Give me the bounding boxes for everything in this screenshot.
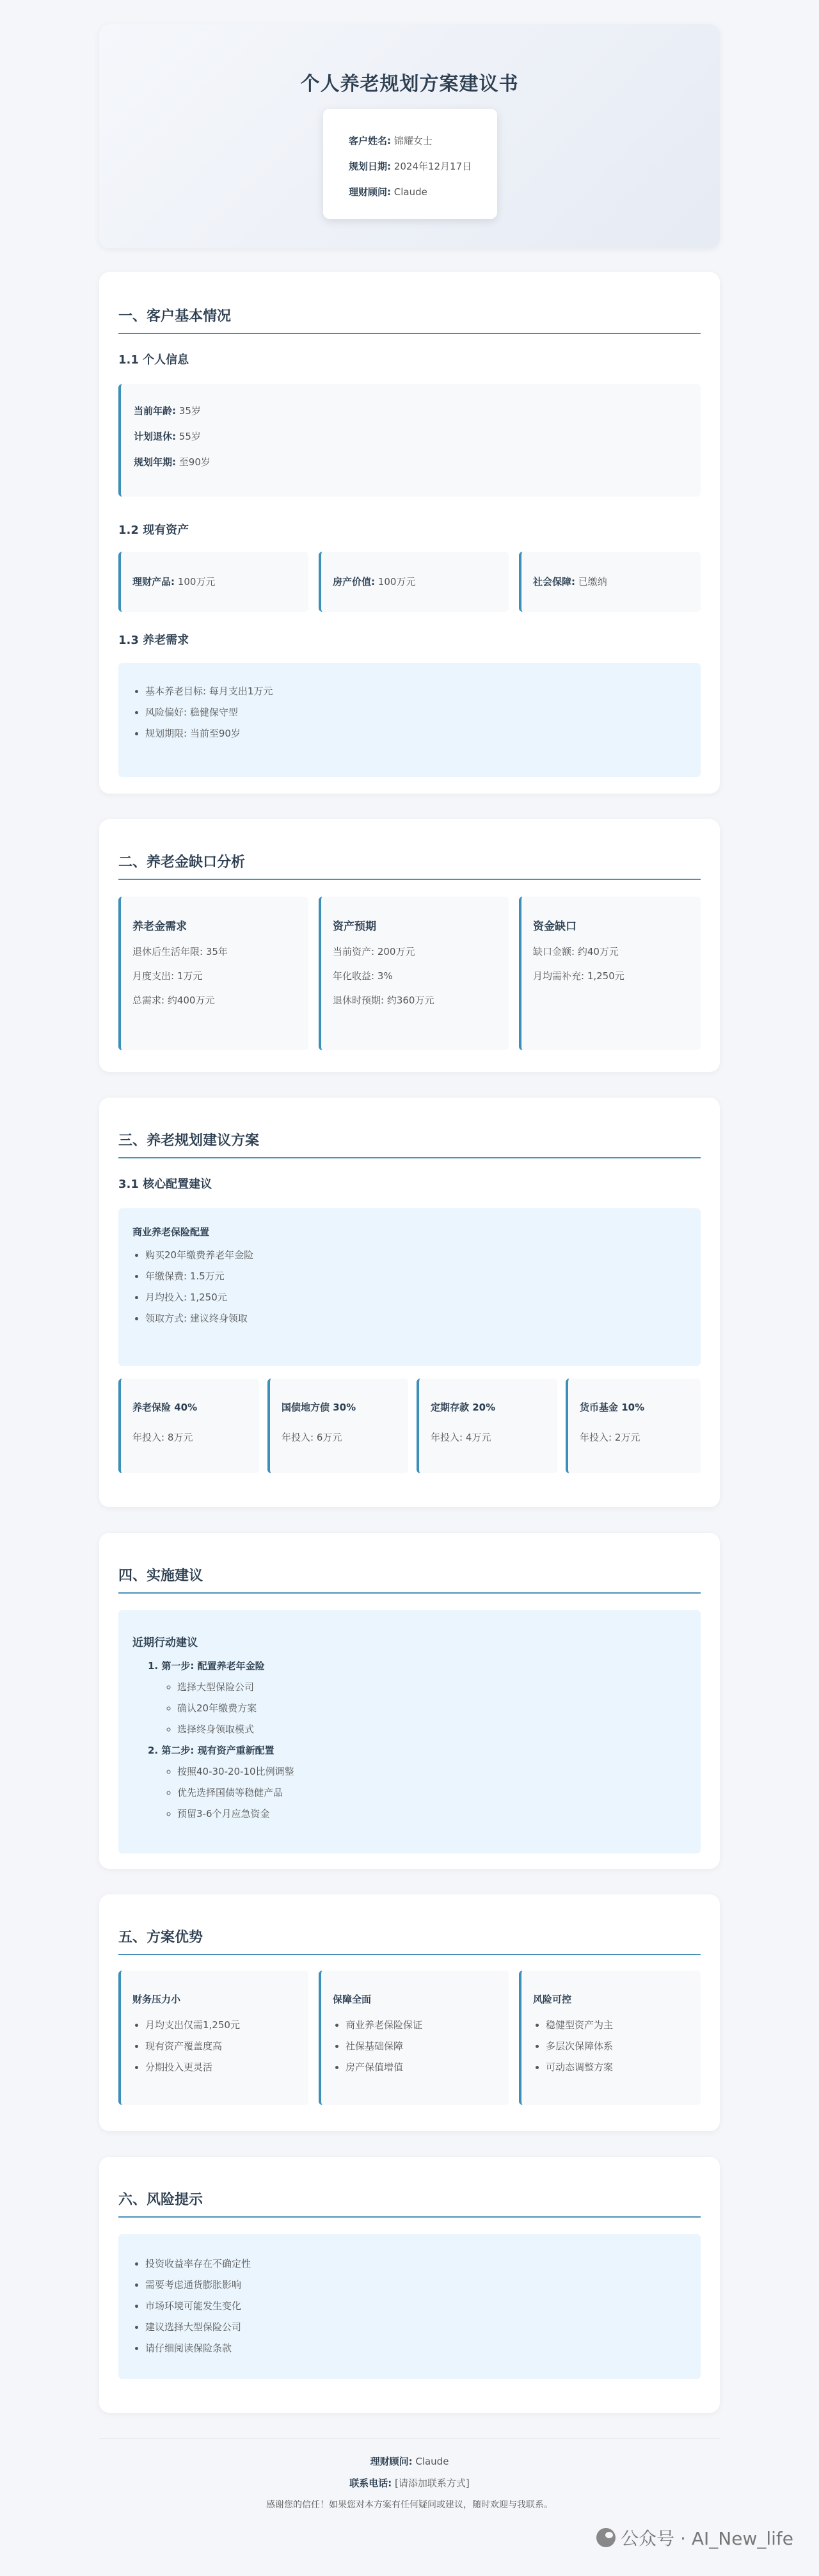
section-title: 五、方案优势 xyxy=(118,1926,701,1955)
advantage-cards xyxy=(118,1971,701,2105)
footer-planner: 理财顾问: Claude xyxy=(370,2456,449,2467)
list-item: • 月均支出仅需1,250元 xyxy=(145,2015,297,2036)
section-title: 一、客户基本情况 xyxy=(118,305,701,334)
list-item: • 分期投入更灵活 xyxy=(145,2057,297,2078)
list-item: • 社保基础保障 xyxy=(346,2036,497,2057)
footer-phone: 联系电话: [请添加联系方式] xyxy=(349,2477,470,2489)
list-item: ◦ 确认20年缴费方案 xyxy=(177,1698,687,1719)
list-item: • 现有资产覆盖度高 xyxy=(145,2036,297,2057)
list-item: • 风险偏好: 稳健保守型 xyxy=(145,702,687,723)
subsection-title: 3.1 核心配置建议 xyxy=(118,1178,212,1191)
asset-card: 社会保障: 已缴纳 xyxy=(519,552,701,612)
action-box: 近期行动建议 1. 第一步: 配置养老年金险 ◦ 选择大型保险公司 ◦ 确认20年缴费方案 ◦ 选择终身领取模式 2. 第二步: 现有资产重新配置 ◦ 按照40-30-20-10比例调整 ◦ 优先选择国债等稳健产品 ◦ 预留3-6个月应急资金 xyxy=(118,1610,701,1853)
section-title: 二、养老金缺口分析 xyxy=(118,851,701,880)
subsection-title: 1.1 个人信息 xyxy=(118,353,189,367)
list-item: • 基本养老目标: 每月支出1万元 xyxy=(145,681,687,702)
list-item: ◦ 预留3-6个月应急资金 xyxy=(177,1804,687,1825)
report-footer xyxy=(99,2438,720,2576)
list-item: ◦ 优先选择国债等稳健产品 xyxy=(177,1782,687,1804)
asset-card: 房产价值: 100万元 xyxy=(319,552,509,612)
subsection-title: 1.3 养老需求 xyxy=(118,634,189,647)
section-title: 六、风险提示 xyxy=(118,2189,701,2218)
list-item: • 购买20年缴费养老年金险 xyxy=(145,1245,687,1266)
gap-card: 养老金需求 退休后生活年限: 35年 月度支出: 1万元 总需求: 约400万元 xyxy=(118,897,308,1050)
subsection-title: 1.2 现有资产 xyxy=(118,524,189,537)
gap-card: 资金缺口 缺口金额: 约40万元 月均需补充: 1,250元 xyxy=(519,897,701,1050)
list-item: ◦ 选择大型保险公司 xyxy=(177,1677,687,1698)
list-item: • 年缴保费: 1.5万元 xyxy=(145,1266,687,1287)
planner-row: 理财顾问: Claude xyxy=(349,186,427,198)
advantage-card: 保障全面 • 商业养老保险保证 • 社保基础保障 • 房产保值增值 xyxy=(319,1971,509,2105)
list-item: • 领取方式: 建议终身领取 xyxy=(145,1308,687,1329)
list-item: • 可动态调整方案 xyxy=(546,2057,689,2078)
list-item: • 多层次保障体系 xyxy=(546,2036,689,2057)
allocation-grid xyxy=(118,1379,701,1473)
list-item: • 市场环境可能发生变化 xyxy=(145,2296,687,2317)
plan-date-row: 规划日期: 2024年12月17日 xyxy=(349,161,472,172)
advantage-card: 财务压力小 • 月均支出仅需1,250元 • 现有资产覆盖度高 • 分期投入更灵活 xyxy=(118,1971,308,2105)
section-risk xyxy=(99,2157,720,2413)
footer-thanks: 感谢您的信任！如果您对本方案有任何疑问或建议，随时欢迎与我联系。 xyxy=(266,2500,553,2510)
section-client-basics xyxy=(99,272,720,794)
list-item: • 稳健型资产为主 xyxy=(546,2015,689,2036)
allocation-card: 定期存款 20% 年投入: 4万元 xyxy=(417,1379,557,1473)
watermark: 公众号 · AI_New_life xyxy=(596,2525,793,2550)
kv-row: 当前年龄: 35岁 xyxy=(134,405,201,417)
kv-row: 规划年期: 至90岁 xyxy=(134,456,211,468)
assets-grid xyxy=(118,552,701,612)
page-title: 个人养老规划方案建议书 xyxy=(300,73,519,95)
list-item: • 需要考虑通货膨胀影响 xyxy=(145,2275,687,2296)
list-item: • 投资收益率存在不确定性 xyxy=(145,2253,687,2275)
list-item: • 房产保值增值 xyxy=(346,2057,497,2078)
report-header xyxy=(99,24,720,248)
wechat-icon xyxy=(596,2528,616,2547)
list-item: • 规划期限: 当前至90岁 xyxy=(145,723,687,744)
section-implementation xyxy=(99,1533,720,1869)
section-plan xyxy=(99,1098,720,1507)
allocation-card: 国债地方债 30% 年投入: 6万元 xyxy=(267,1379,408,1473)
gap-card: 资产预期 当前资产: 200万元 年化收益: 3% 退休时预期: 约360万元 xyxy=(319,897,509,1050)
section-advantages xyxy=(99,1894,720,2131)
list-item: ◦ 按照40-30-20-10比例调整 xyxy=(177,1761,687,1782)
client-info-card xyxy=(323,109,497,219)
section-gap-analysis xyxy=(99,819,720,1072)
kv-row: 计划退休: 55岁 xyxy=(134,431,201,442)
list-item: • 商业养老保险保证 xyxy=(346,2015,497,2036)
list-item: • 请仔细阅读保险条款 xyxy=(145,2338,687,2359)
client-name-row: 客户姓名: 锦耀女士 xyxy=(349,135,433,147)
list-item: • 建议选择大型保险公司 xyxy=(145,2317,687,2338)
allocation-card: 货币基金 10% 年投入: 2万元 xyxy=(566,1379,701,1473)
step-title: 2. 第二步: 现有资产重新配置 xyxy=(148,1745,274,1756)
gap-cards xyxy=(118,897,701,1050)
needs-box xyxy=(118,663,701,777)
list-item: ◦ 选择终身领取模式 xyxy=(177,1719,687,1740)
allocation-card: 养老保险 40% 年投入: 8万元 xyxy=(118,1379,259,1473)
section-title: 三、养老规划建议方案 xyxy=(118,1130,701,1158)
advantage-card: 风险可控 • 稳健型资产为主 • 多层次保障体系 • 可动态调整方案 xyxy=(519,1971,701,2105)
insurance-box: 商业养老保险配置 • 购买20年缴费养老年金险 • 年缴保费: 1.5万元 • 月均投入: 1,250元 • 领取方式: 建议终身领取 xyxy=(118,1208,701,1366)
personal-info-box xyxy=(118,384,701,497)
asset-card: 理财产品: 100万元 xyxy=(118,552,308,612)
step-title: 1. 第一步: 配置养老年金险 xyxy=(148,1660,265,1672)
risk-box xyxy=(118,2234,701,2379)
list-item: • 月均投入: 1,250元 xyxy=(145,1287,687,1308)
section-title: 四、实施建议 xyxy=(118,1565,701,1594)
